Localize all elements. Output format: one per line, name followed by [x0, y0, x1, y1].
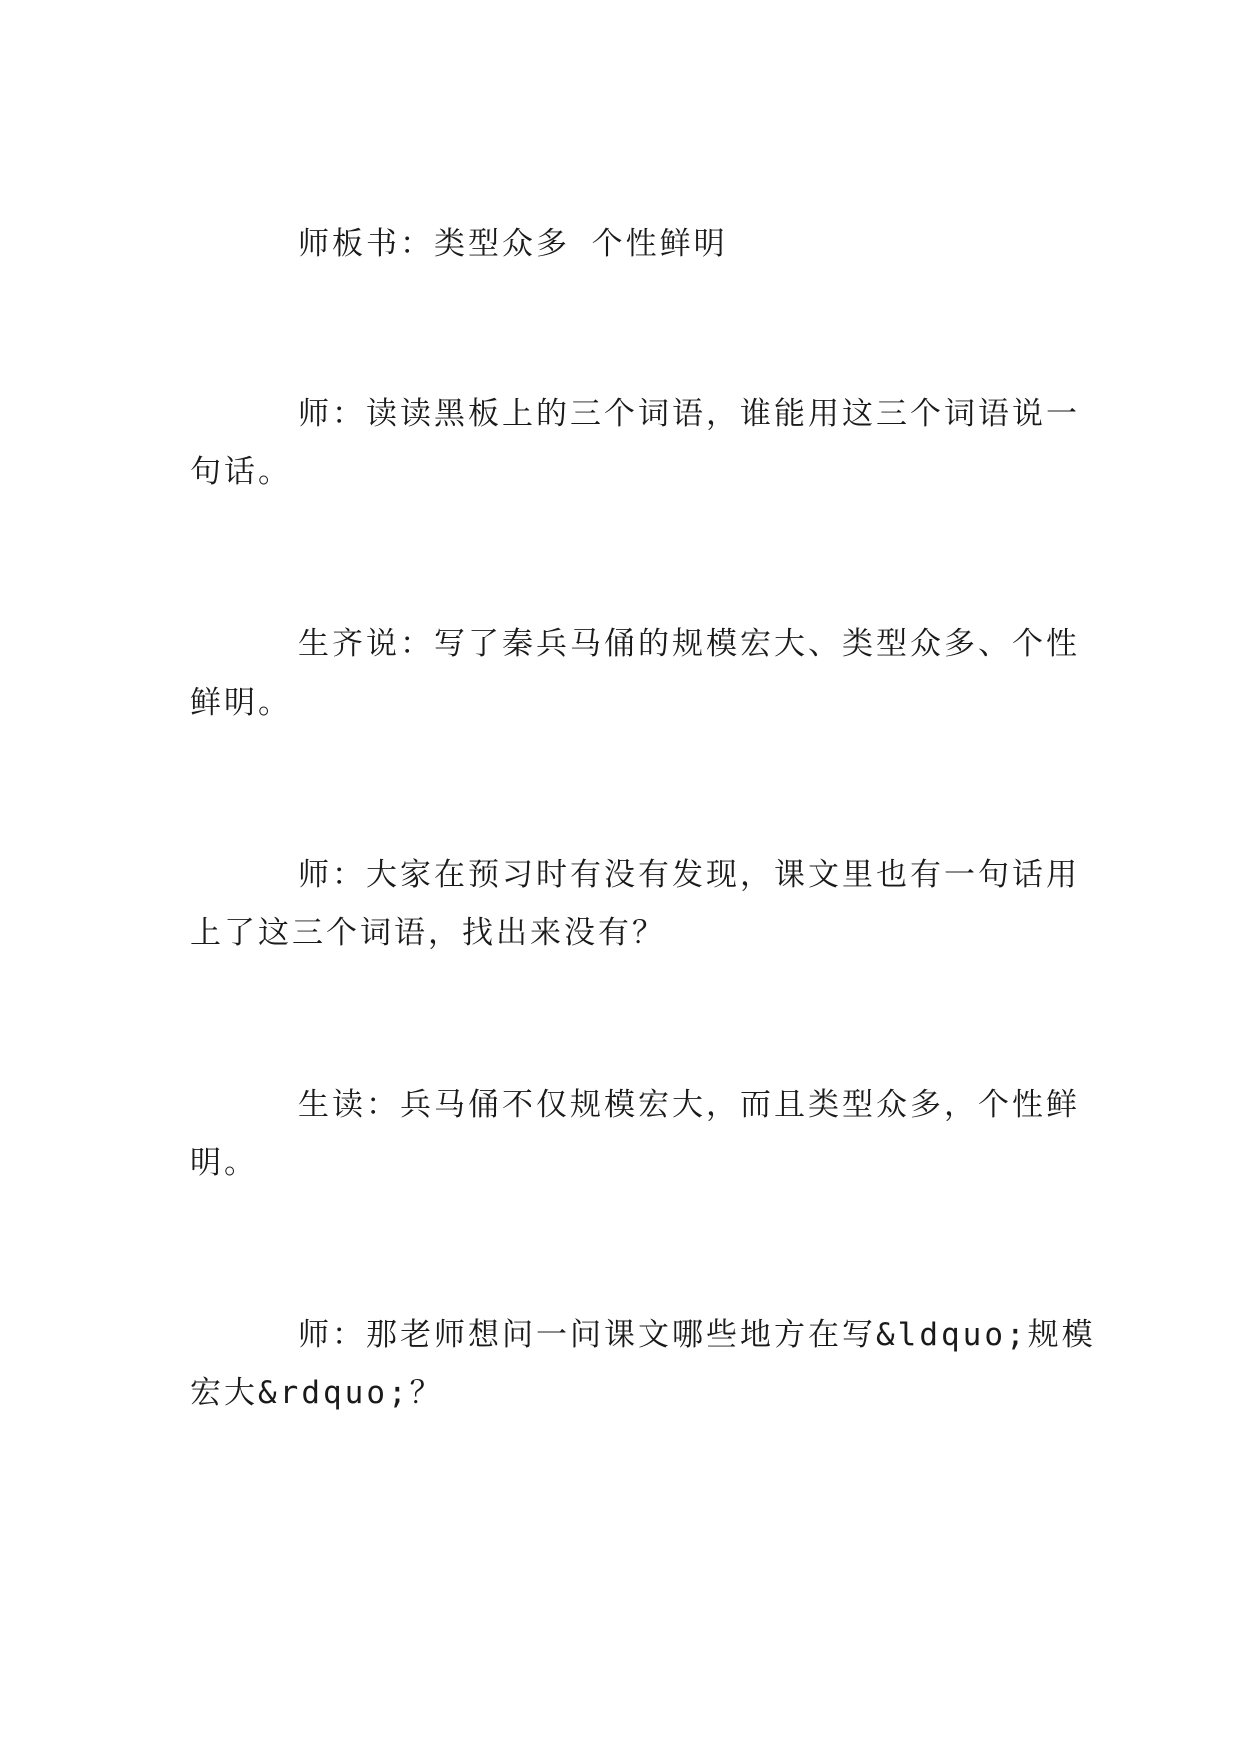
paragraph-6-line-2: 宏大&rdquo;？	[190, 1375, 444, 1411]
paragraph-2-line-1: 师：读读黑板上的三个词语，谁能用这三个词语说一	[298, 396, 1080, 432]
paragraph-1-line-1: 师板书：类型众多 个性鲜明	[298, 226, 728, 262]
paragraph-3-line-1: 生齐说：写了秦兵马俑的规模宏大、类型众多、个性	[298, 626, 1080, 662]
paragraph-3-line-2: 鲜明。	[190, 685, 292, 721]
paragraph-2-line-2: 句话。	[190, 454, 292, 490]
paragraph-6-line-1: 师：那老师想问一问课文哪些地方在写&ldquo;规模	[298, 1317, 1096, 1353]
paragraph-4-line-1: 师：大家在预习时有没有发现，课文里也有一句话用	[298, 857, 1080, 893]
paragraph-5-line-1: 生读：兵马俑不仅规模宏大，而且类型众多，个性鲜	[298, 1087, 1080, 1123]
paragraph-5-line-2: 明。	[190, 1145, 258, 1181]
paragraph-4-line-2: 上了这三个词语，找出来没有？	[190, 915, 666, 951]
